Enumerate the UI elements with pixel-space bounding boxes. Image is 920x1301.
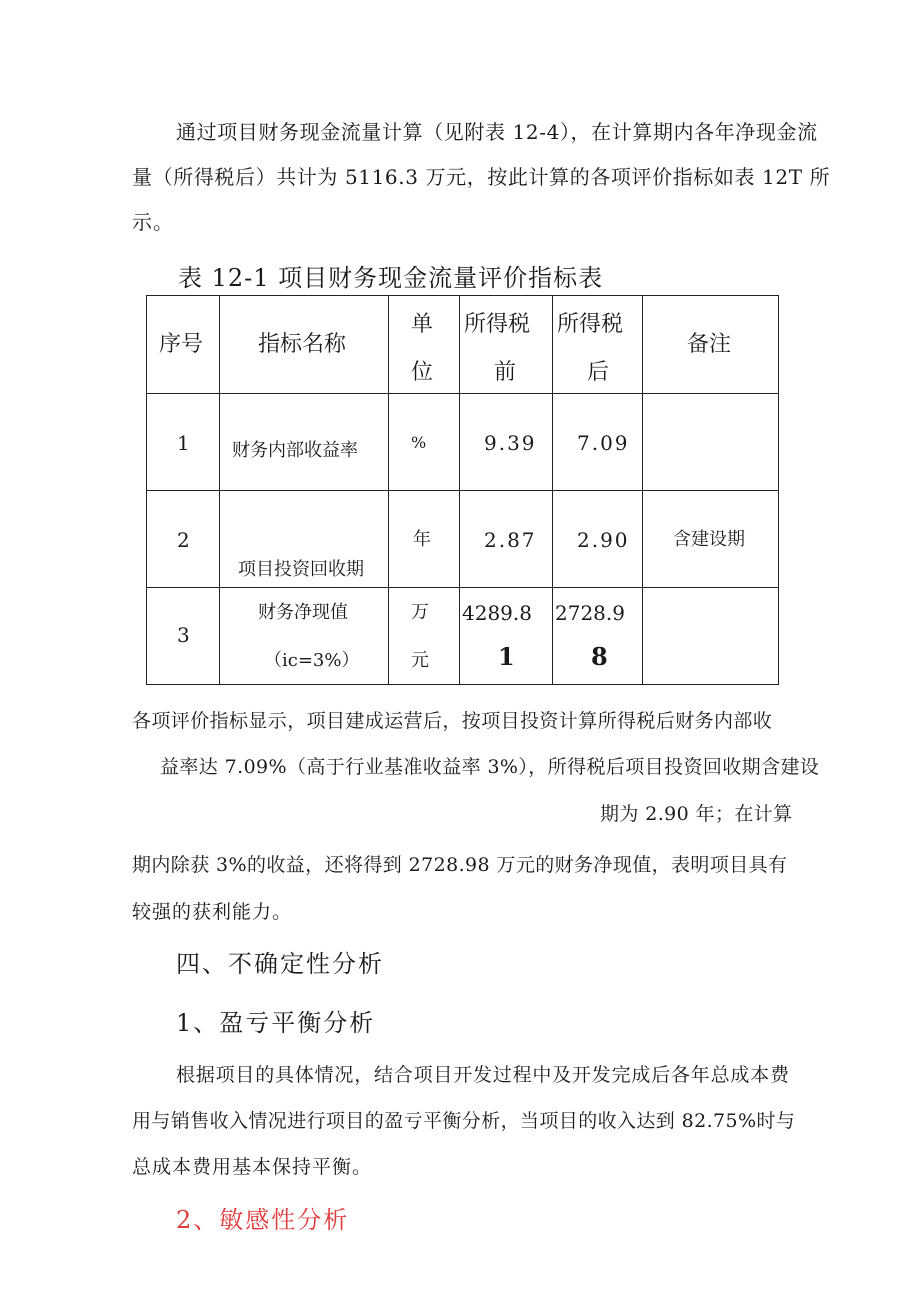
header-name bbox=[220, 296, 389, 394]
row3-name bbox=[220, 588, 389, 685]
row2-name-text: 项目投资回收期 bbox=[238, 559, 364, 580]
header-pre-tax-text-1: 所得税 bbox=[464, 312, 531, 337]
table-caption: 表 12-1 项目财务现金流量评价指标表 bbox=[178, 264, 604, 292]
header-seq bbox=[147, 296, 220, 394]
row1-name bbox=[220, 394, 389, 491]
para2-line1: 各项评价指标显示，项目建成运营后，按项目投资计算所得税后财务内部收 bbox=[132, 710, 773, 732]
row1-seq-text: 1 bbox=[177, 431, 190, 455]
header-note-text: 备注 bbox=[687, 332, 732, 357]
row2-seq-text: 2 bbox=[177, 528, 190, 552]
header-pre-tax bbox=[460, 296, 553, 394]
row2-unit-text: 年 bbox=[413, 529, 431, 550]
row1-name-text: 财务内部收益率 bbox=[232, 440, 358, 461]
row2-post-tax bbox=[553, 491, 643, 588]
row3-post-tax bbox=[553, 588, 643, 685]
row3-name-text-1: 财务净现值 bbox=[258, 602, 348, 623]
row1-post-tax-text: 7.09 bbox=[577, 431, 630, 455]
para2-line2: 益率达 7.09%（高于行业基准收益率 3%），所得税后项目投资回收期含建设 bbox=[160, 756, 820, 778]
para1-line1: 通过项目财务现金流量计算（见附表 12-4），在计算期内各年净现金流 bbox=[176, 120, 818, 144]
subheading-sensitivity: 2、敏感性分析 bbox=[176, 1206, 350, 1234]
table-header-row bbox=[147, 296, 779, 394]
row3-pre-tax bbox=[460, 588, 553, 685]
header-unit-text-2: 位 bbox=[411, 360, 434, 385]
indicator-table bbox=[146, 295, 779, 685]
row1-seq bbox=[147, 394, 220, 491]
para3-line3: 总成本费用基本保持平衡。 bbox=[132, 1156, 373, 1178]
row2-unit bbox=[389, 491, 460, 588]
row1-post-tax bbox=[553, 394, 643, 491]
row1-unit bbox=[389, 394, 460, 491]
row2-note-text: 含建设期 bbox=[673, 529, 745, 550]
row3-unit-text-1: 万 bbox=[411, 602, 429, 623]
header-post-tax-text-1: 所得税 bbox=[557, 312, 624, 337]
row2-pre-tax bbox=[460, 491, 553, 588]
table-row bbox=[147, 394, 779, 491]
row3-seq-text: 3 bbox=[177, 623, 190, 647]
para1-line3: 示。 bbox=[132, 210, 174, 234]
row2-note bbox=[643, 491, 779, 588]
para1-line2: 量（所得税后）共计为 5116.3 万元，按此计算的各项评价指标如表 12T 所 bbox=[132, 165, 831, 189]
row3-note bbox=[643, 588, 779, 685]
table-row bbox=[147, 491, 779, 588]
row3-unit bbox=[389, 588, 460, 685]
row3-unit-text-2: 元 bbox=[411, 650, 429, 671]
row2-seq bbox=[147, 491, 220, 588]
para2-line5: 较强的获利能力。 bbox=[132, 901, 293, 923]
header-name-text: 指标名称 bbox=[258, 332, 347, 357]
row1-pre-tax-text: 9.39 bbox=[484, 431, 537, 455]
header-post-tax bbox=[553, 296, 643, 394]
header-note bbox=[643, 296, 779, 394]
para2-line4: 期内除获 3%的收益，还将得到 2728.98 万元的财务净现值，表明项目具有 bbox=[132, 854, 788, 876]
subheading-breakeven: 1、盈亏平衡分析 bbox=[176, 1009, 376, 1037]
row3-post-tax-text-1: 2728.9 bbox=[555, 601, 625, 625]
row2-post-tax-text: 2.90 bbox=[577, 528, 630, 552]
header-seq-text: 序号 bbox=[159, 332, 204, 357]
row3-pre-tax-text-2: 1 bbox=[498, 642, 515, 671]
header-unit bbox=[389, 296, 460, 394]
row1-unit-text: % bbox=[411, 433, 427, 452]
row3-post-tax-text-2: 8 bbox=[591, 642, 608, 671]
row2-name bbox=[220, 491, 389, 588]
row3-name-text-2: （ic=3%） bbox=[264, 650, 360, 671]
para3-line1: 根据项目的具体情况，结合项目开发过程中及开发完成后各年总成本费 bbox=[176, 1064, 790, 1086]
table-row bbox=[147, 588, 779, 685]
para2-line3: 期为 2.90 年；在计算 bbox=[600, 803, 793, 825]
row1-note bbox=[643, 394, 779, 491]
row3-seq bbox=[147, 588, 220, 685]
header-pre-tax-text-2: 前 bbox=[494, 360, 517, 385]
header-post-tax-text-2: 后 bbox=[587, 360, 610, 385]
para3-line2: 用与销售收入情况进行项目的盈亏平衡分析，当项目的收入达到 82.75%时与 bbox=[132, 1110, 796, 1132]
row2-pre-tax-text: 2.87 bbox=[484, 528, 537, 552]
row1-pre-tax bbox=[460, 394, 553, 491]
header-unit-text-1: 单 bbox=[411, 312, 434, 337]
section-heading-uncertainty: 四、不确定性分析 bbox=[176, 950, 384, 978]
row3-pre-tax-text-1: 4289.8 bbox=[462, 601, 532, 625]
